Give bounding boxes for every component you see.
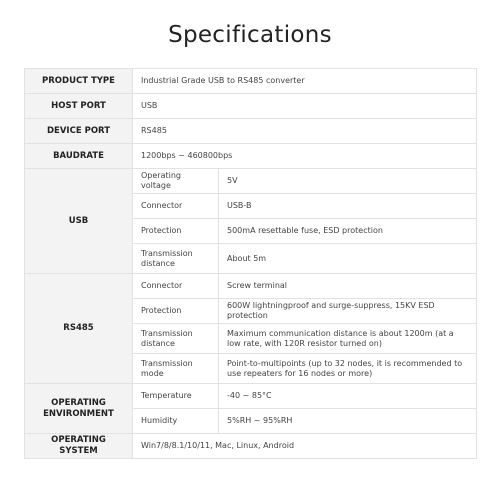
spec-table	[24, 68, 477, 459]
table-row	[25, 119, 477, 144]
row-label-baudrate: BAUDRATE	[25, 144, 133, 169]
sub-label: Protection	[133, 299, 219, 324]
sub-label: Transmission distance	[133, 324, 219, 354]
sub-label: Protection	[133, 219, 219, 244]
sub-value: USB-B	[219, 194, 477, 219]
row-label-product-type: PRODUCT TYPE	[25, 69, 133, 94]
row-label-device-port: DEVICE PORT	[25, 119, 133, 144]
table-row	[25, 384, 477, 409]
table-row	[25, 94, 477, 119]
table-row	[25, 169, 477, 194]
sub-label: Temperature	[133, 384, 219, 409]
row-value-operating-system: Win7/8/8.1/10/11, Mac, Linux, Android	[133, 434, 477, 459]
row-value-baudrate: 1200bps ~ 460800bps	[133, 144, 477, 169]
sub-value: 500mA resettable fuse, ESD protection	[219, 219, 477, 244]
table-row	[25, 69, 477, 94]
sub-value: Screw terminal	[219, 274, 477, 299]
sub-value: Point-to-multipoints (up to 32 nodes, it is recommended to use repeaters for 16 nodes or more)	[219, 354, 477, 384]
sub-label: Humidity	[133, 409, 219, 434]
row-value-host-port: USB	[133, 94, 477, 119]
sub-label: Transmission distance	[133, 244, 219, 274]
sub-label: Transmission mode	[133, 354, 219, 384]
sub-value: -40 ~ 85°C	[219, 384, 477, 409]
table-row	[25, 274, 477, 299]
group-label-operating-environment: OPERATING ENVIRONMENT	[25, 384, 133, 434]
group-label-rs485: RS485	[25, 274, 133, 384]
sub-label: Connector	[133, 194, 219, 219]
row-label-host-port: HOST PORT	[25, 94, 133, 119]
table-row	[25, 144, 477, 169]
sub-label: Operating voltage	[133, 169, 219, 194]
row-value-device-port: RS485	[133, 119, 477, 144]
sub-label: Connector	[133, 274, 219, 299]
table-row	[25, 434, 477, 459]
page-title: Specifications	[168, 22, 332, 48]
sub-value: Maximum communication distance is about 1200m (at a low rate, with 120R resistor turned on)	[219, 324, 477, 354]
sub-value: 5%RH ~ 95%RH	[219, 409, 477, 434]
sub-value: About 5m	[219, 244, 477, 274]
row-label-operating-system: OPERATING SYSTEM	[25, 434, 133, 459]
sub-value: 600W lightningproof and surge-suppress, 15KV ESD protection	[219, 299, 477, 324]
group-label-usb: USB	[25, 169, 133, 274]
sub-value: 5V	[219, 169, 477, 194]
row-value-product-type: Industrial Grade USB to RS485 converter	[133, 69, 477, 94]
